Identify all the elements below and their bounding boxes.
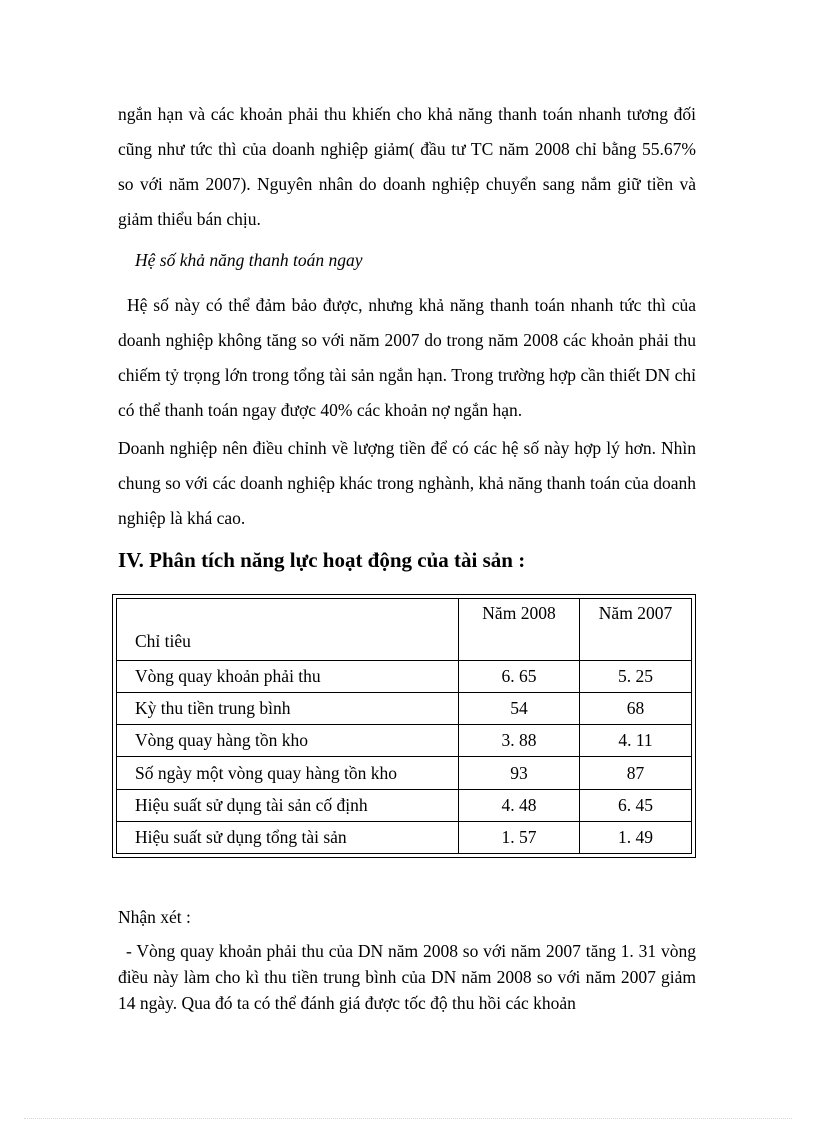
asset-activity-table-frame [112,594,696,858]
paragraph-remarks: - Vòng quay khoản phải thu của DN năm 2008 so với năm 2007 tăng 1. 31 vòng điều này làm cho kì thu tiền trung bình của DN năm 2008 so với năm 2007 giảm 14 ngày. Qua đó ta có thể đánh giá được tốc độ thu hồi các khoản [118,941,696,1013]
table-row [117,757,692,789]
table-row [117,725,692,757]
value-2008: 4. 48 [459,789,580,821]
value-2008: 93 [459,757,580,789]
table-row [117,693,692,725]
table-row [117,789,692,821]
header-year-2007: Năm 2007 [580,599,692,661]
value-2008: 54 [459,693,580,725]
row-label: Hiệu suất sử dụng tổng tài sản [117,821,459,853]
page-footer-divider [24,1118,792,1119]
row-label: Vòng quay hàng tồn kho [117,725,459,757]
row-label: Kỳ thu tiền trung bình [117,693,459,725]
header-indicator: Chỉ tiêu [117,599,459,661]
row-label: Hiệu suất sử dụng tài sản cố định [117,789,459,821]
value-2007: 68 [580,693,692,725]
value-2007: 6. 45 [580,789,692,821]
section-title: IV. Phân tích năng lực hoạt động của tài sản : [118,548,526,572]
row-label: Vòng quay khoản phải thu [117,661,459,693]
subheading-instant-ratio: Hệ số khả năng thanh toán ngay [135,250,363,270]
remarks-label: Nhận xét : [118,907,191,927]
value-2008: 3. 88 [459,725,580,757]
row-label: Số ngày một vòng quay hàng tồn kho [117,757,459,789]
value-2007: 87 [580,757,692,789]
paragraph-recommendation: Doanh nghiệp nên điều chỉnh về lượng tiền để có các hệ số này hợp lý hơn. Nhìn chung so với các doanh nghiệp khác trong nghành, khả năng thanh toán của doanh nghiệp là khá cao. [118,438,696,528]
asset-activity-table [116,598,692,854]
header-year-2008: Năm 2008 [459,599,580,661]
value-2008: 1. 57 [459,821,580,853]
table-row [117,821,692,853]
table-header-row [117,599,692,661]
value-2007: 4. 11 [580,725,692,757]
paragraph-liquidity-decline: ngắn hạn và các khoản phải thu khiến cho khả năng thanh toán nhanh tương đối cũng như tức thì của doanh nghiệp giảm( đầu tư TC năm 2008 chỉ bằng 55.67% so với năm 2007). Nguyên nhân do doanh nghiệp chuyển sang nắm giữ tiền và giảm thiểu bán chịu. [118,104,696,229]
value-2008: 6. 65 [459,661,580,693]
value-2007: 1. 49 [580,821,692,853]
value-2007: 5. 25 [580,661,692,693]
paragraph-instant-ratio: Hệ số này có thể đảm bảo được, nhưng khả năng thanh toán nhanh tức thì của doanh nghiệp không tăng so với năm 2007 do trong năm 2008 các khoản phải thu chiếm tỷ trọng lớn trong tổng tài sản ngắn hạn. Trong trường hợp cần thiết DN chỉ có thể thanh toán ngay được 40% các khoản nợ ngắn hạn. [118,295,696,420]
table-row [117,661,692,693]
